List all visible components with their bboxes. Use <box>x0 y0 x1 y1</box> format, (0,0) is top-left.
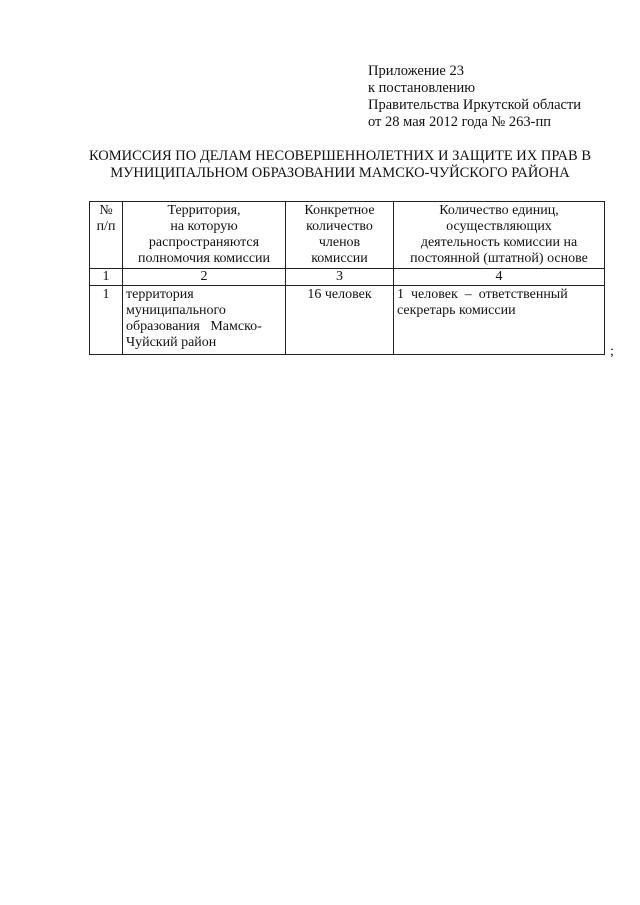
row-staff: 1 человек – ответственный секретарь комиссии <box>394 286 605 355</box>
table-row <box>90 286 605 355</box>
header-staff: Количество единиц, осуществляющих деятельность комиссии на постоянной (штатной) основе <box>394 202 605 269</box>
row-members: 16 человек <box>286 286 394 355</box>
row-territory: территория муниципального образования Мамско- Чуйский район <box>123 286 286 355</box>
appendix-line: от 28 мая 2012 года № 263-пп <box>368 114 551 130</box>
column-number: 1 <box>90 269 123 286</box>
title-line-2: МУНИЦИПАЛЬНОМ ОБРАЗОВАНИИ МАМСКО-ЧУЙСКОГО РАЙОНА <box>110 165 570 181</box>
table-header-row <box>90 202 605 269</box>
appendix-line: Правительства Иркутской области <box>368 97 582 113</box>
column-number: 4 <box>394 269 605 286</box>
appendix-block <box>368 63 628 131</box>
header-number: № п/п <box>90 202 123 269</box>
column-number-row <box>90 269 605 286</box>
document-title <box>60 148 620 182</box>
row-number: 1 <box>90 286 123 355</box>
header-members: Конкретное количество членов комиссии <box>286 202 394 269</box>
appendix-line: Приложение 23 <box>368 63 464 79</box>
trailing-semicolon: ; <box>610 344 614 359</box>
column-number: 3 <box>286 269 394 286</box>
title-line-1: КОМИССИЯ ПО ДЕЛАМ НЕСОВЕРШЕННОЛЕТНИХ И ЗАЩИТЕ ИХ ПРАВ В <box>89 148 591 164</box>
appendix-line: к постановлению <box>368 80 476 96</box>
commission-table <box>89 201 605 355</box>
column-number: 2 <box>123 269 286 286</box>
header-territory: Территория, на которую распространяются полномочия комиссии <box>123 202 286 269</box>
